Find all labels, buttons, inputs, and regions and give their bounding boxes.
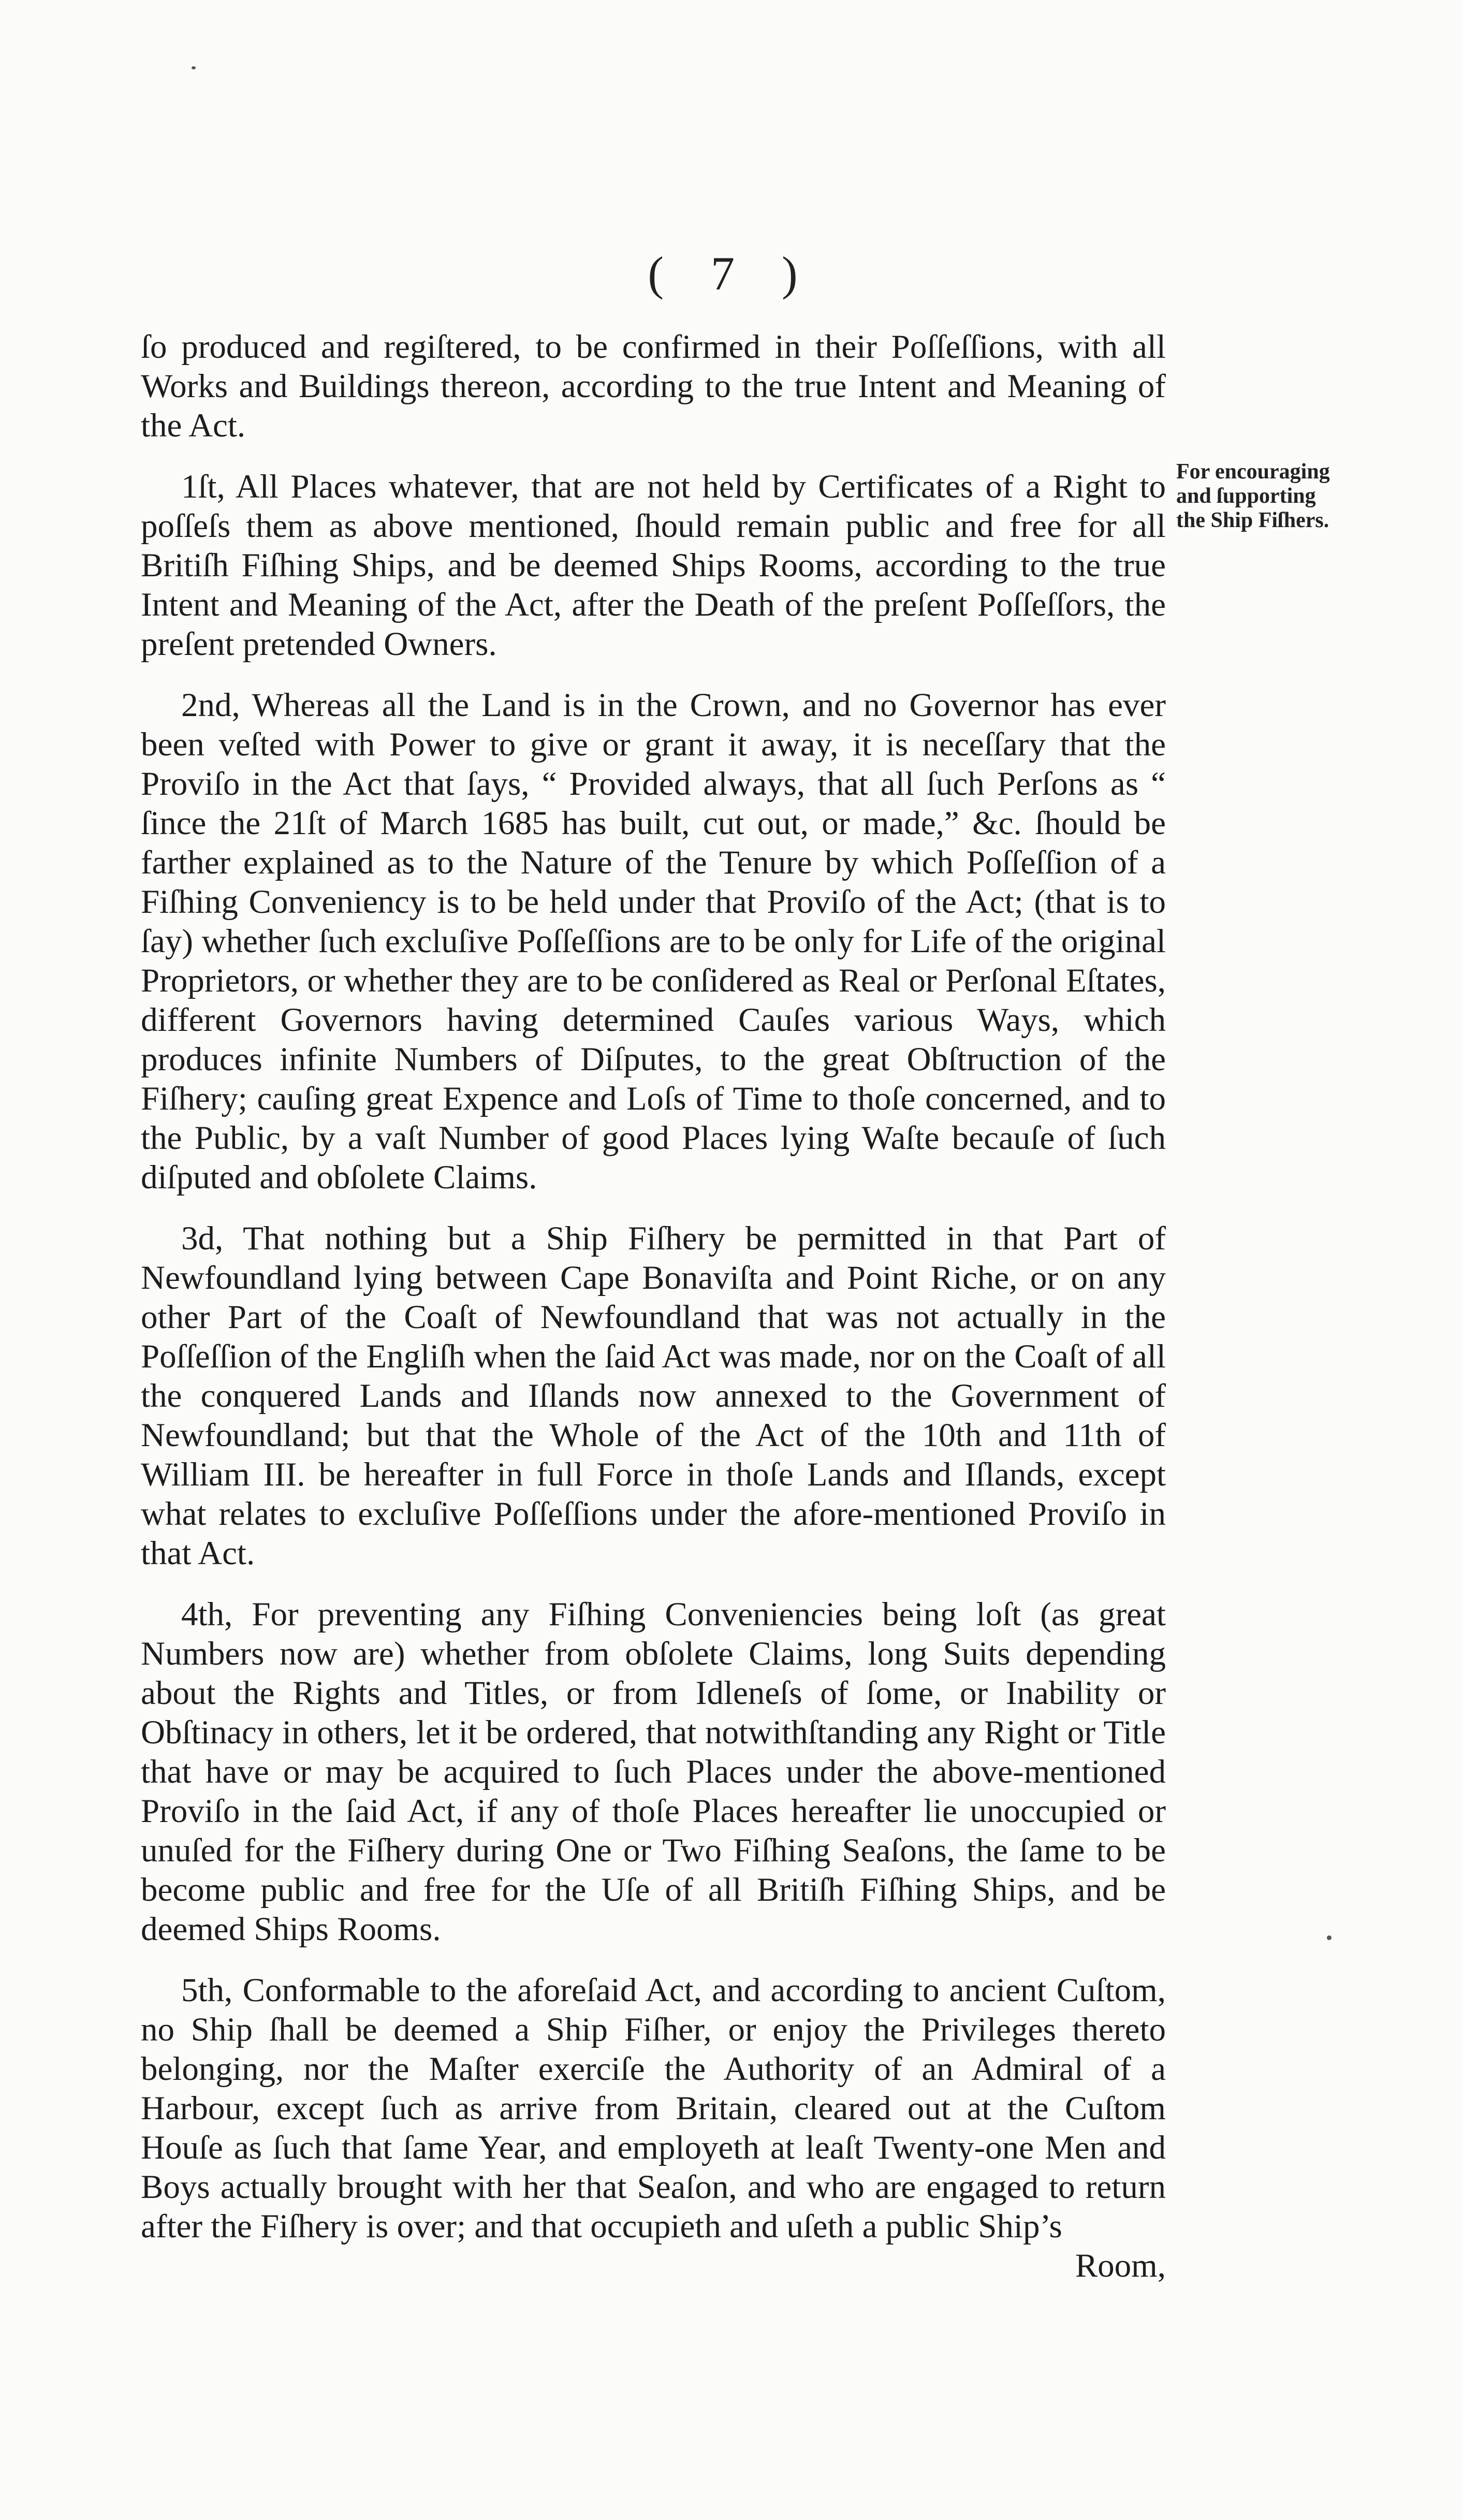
catchword: Room, xyxy=(1075,2247,1166,2284)
ink-speck xyxy=(1327,1935,1332,1940)
paragraph-fourth-article: 4th, For preventing any Fiſhing Conveniencies being loſt (as great Numbers now are) whether from obſolete Claims, long Suits depending about the Rights and Titles, or from Idleneſs of ſome, or Inability or Obſtinacy in others, let it be ordered, that notwithſtanding any Right or Title that have or may be acquired to ſuch Places under the above-mentioned Proviſo in the ſaid Act, if any of thoſe Places hereafter lie unoccupied or unuſed for the Fiſhery during One or Two Fiſhing Seaſons, the ſame to be become public and free for the Uſe of all Britiſh Fiſhing Ships, and be deemed Ships Rooms. xyxy=(141,1596,1166,1948)
paragraph-first-article: 1ſt, All Places whatever, that are not held by Certificates of a Right to poſſeſs them as above mentioned, ſhould remain public and free for all Britiſh Fiſhing Ships, and be deemed Ships Rooms, according to the true Intent and Meaning of the Act, after the Death of the preſent Poſſeſſors, the preſent pretended Owners. xyxy=(141,468,1166,663)
paragraph-second-article: 2nd, Whereas all the Land is in the Crown, and no Governor has ever been veſted with Power to give or grant it away, it is neceſſary that the Proviſo in the Act that ſays, “ Provided always, that all ſuch Perſons as “ ſince the 21ſt of March 1685 has built, cut out, or made,” &c. ſhould be farther explained as to the Nature of the Tenure by which Poſſeſſion of a Fiſhing Conveniency is to be held under that Proviſo of the Act; (that is to ſay) whether ſuch excluſive Poſſeſſions are to be only for Life of the original Proprietors, or whether they are to be conſidered as Real or Perſonal Eſtates, different Governors having determined Cauſes various Ways, which produces infinite Numbers of Diſputes, to the great Obſtruction of the Fiſhery; cauſing great Expence and Loſs of Time to thoſe concerned, and to the Public, by a vaſt Number of good Places lying Waſte becauſe of ſuch diſputed and obſolete Claims. xyxy=(141,687,1166,1196)
ink-speck xyxy=(192,66,196,69)
paragraph-third-article: 3d, That nothing but a Ship Fiſhery be permitted in that Part of Newfoundland lying between Cape Bonaviſta and Point Riche, or on any other Part of the Coaſt of Newfoundland that was not actually in the Poſſeſſion of the Engliſh when the ſaid Act was made, nor on the Coaſt of all the conquered Lands and Iſlands now annexed to the Government of Newfoundland; but that the Whole of the Act of the 10th and 11th of William III. be hereafter in full Force in thoſe Lands and Iſlands, except what relates to excluſive Poſſeſſions under the afore-mentioned Proviſo in that Act. xyxy=(141,1220,1166,1572)
paragraph-fifth-article: 5th, Conformable to the aforeſaid Act, and according to ancient Cuſtom, no Ship ſhall be deemed a Ship Fiſher, or enjoy the Privileges thereto belonging, nor the Maſter exerciſe the Authority of an Admiral of a Harbour, except ſuch as arrive from Britain, cleared out at the Cuſtom Houſe as ſuch that ſame Year, and employeth at leaſt Twenty-one Men and Boys actually brought with her that Seaſon, and who are engaged to return after the Fiſhery is over; and that occupieth and uſeth a public Ship’s xyxy=(141,1972,1166,2245)
body-text xyxy=(141,327,1166,2285)
marginal-note: For encouraging and ſupporting the Ship Fiſhers. xyxy=(1176,460,1330,532)
page-number: ( 7 ) xyxy=(648,247,815,300)
paragraph-continuation: ſo produced and regiſtered, to be confirmed in their Poſſeſſions, with all Works and Buildings thereon, according to the true Intent and Meaning of the Act. xyxy=(141,328,1166,444)
